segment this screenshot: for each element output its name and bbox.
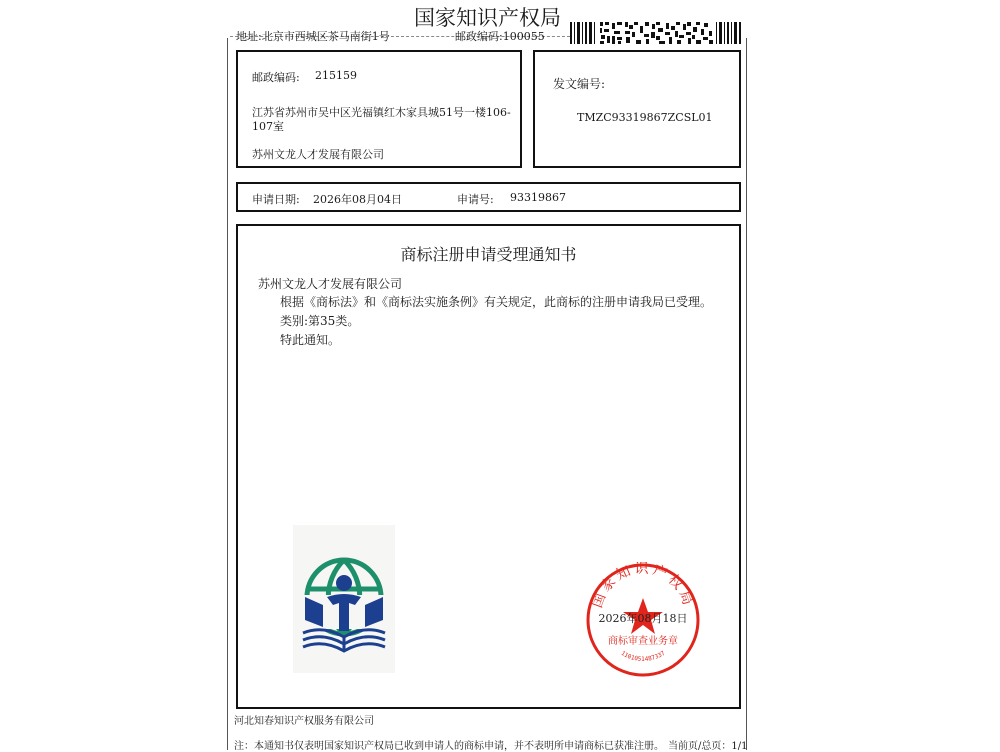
left-margin-line (227, 38, 228, 750)
seal-arc-text: 国家知识产权局 (589, 562, 697, 611)
recipient-company: 苏州文龙人才发展有限公司 (252, 148, 384, 161)
recipient-postcode-value: 215159 (315, 69, 357, 82)
globe-book-icon (293, 525, 395, 673)
doc-number-value: TMZC93319867ZCSL01 (577, 111, 713, 124)
application-info-box (236, 182, 741, 212)
doc-number-box (533, 50, 741, 168)
official-seal-icon (585, 562, 701, 678)
header-address: 地址:北京市西城区茶马南街1号 (236, 30, 390, 43)
recipient-box (236, 50, 522, 168)
notice-title: 商标注册申请受理通知书 (400, 245, 577, 264)
footer-note: 注：本通知书仅表明国家知识产权局已收到申请人的商标申请，并不表明所申请商标已获准注册。 (234, 741, 664, 752)
notice-category: 类别:第35类。 (280, 314, 360, 328)
application-number-value: 93319867 (510, 191, 566, 204)
application-date-value: 2026年08月04日 (313, 193, 402, 206)
notice-addressee: 苏州文龙人才发展有限公司 (258, 277, 403, 291)
right-margin-line (746, 38, 747, 750)
barcode (570, 22, 742, 44)
page-indicator: 当前页/总页：1/1 (668, 741, 748, 752)
seal-date: 2026年08月18日 (598, 612, 688, 625)
notice-body: 根据《商标法》和《商标法实施条例》有关规定，此商标的注册申请我局已受理。 (280, 295, 713, 309)
svg-text:1101051487337 (620, 650, 667, 663)
agency-name: 河北知春知识产权服务有限公司 (234, 716, 374, 727)
seal-dept: 商标审查业务章 (608, 636, 678, 647)
doc-number-label: 发文编号: (553, 77, 606, 91)
seal-code: 1101051487337 (619, 649, 667, 663)
recipient-address-line1: 江苏省苏州市吴中区光福镇红木家具城51号一楼106- (252, 106, 511, 119)
page-title: 国家知识产权局 (414, 6, 561, 30)
recipient-address-line2: 107室 (252, 120, 284, 133)
notice-closing: 特此通知。 (280, 333, 341, 347)
recipient-postcode-label: 邮政编码: (252, 71, 300, 84)
application-number-label: 申请号: (457, 193, 494, 206)
application-date-label: 申请日期: (252, 193, 300, 206)
trademark-logo (293, 525, 395, 673)
header-postcode: 邮政编码:100055 (455, 30, 545, 43)
